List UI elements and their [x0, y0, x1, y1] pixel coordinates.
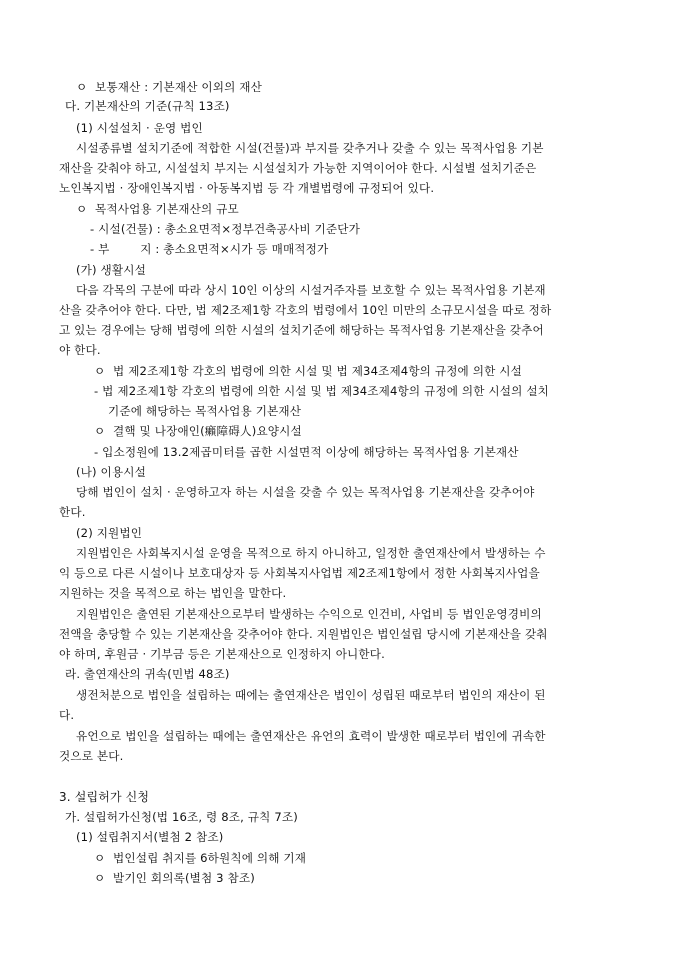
- text-line: 지원법인은 사회복지시설 운영을 목적으로 하지 아니하고, 일정한 출연재산에서 발생하는 수: [76, 546, 546, 560]
- dash-item: - 시설(건물) : 총소요면적×정부건축공사비 기준단가: [90, 222, 360, 236]
- bullet-item: ㅇ 결핵 및 나장애인(癩障碍人)요양시설: [94, 424, 302, 438]
- subsection-heading: (1) 설립취지서(별첨 2 참조): [76, 830, 224, 844]
- text-line: 지원하는 것을 목적으로 하는 법인을 말한다.: [59, 586, 287, 600]
- text-line: 야 하며, 후원금 · 기부금 등은 기본재산으로 인정하지 아니한다.: [59, 647, 385, 661]
- text-line: 산을 갖추어야 한다. 다만, 법 제2조제1항 각호의 법령에서 10인 미만의 소규모시설을 따로 정하: [59, 303, 552, 317]
- text-line: 생전처분으로 법인을 설립하는 때에는 출연재산은 법인이 성립된 때로부터 법인의 재산이 된: [76, 688, 546, 702]
- text-line: 익 등으로 다른 시설이나 보호대상자 등 사회복지사업법 제2조제1항에서 정한 사회복지사업을: [59, 566, 540, 580]
- section-heading: 가. 설립허가신청(법 16조, 령 8조, 규칙 7조): [65, 810, 298, 824]
- dash-item-continued: 기준에 해당하는 목적사업용 기본재산: [108, 404, 302, 418]
- dash-item: - 부 지 : 총소요면적×시가 등 매매적정가: [90, 242, 329, 256]
- bullet-item: ㅇ 목적사업용 기본재산의 규모: [76, 202, 239, 216]
- chapter-heading: 3. 설립허가 신청: [59, 790, 150, 804]
- text-line: 지원법인은 출연된 기본재산으로부터 발생하는 수익으로 인건비, 사업비 등 법인운영경비의: [76, 607, 542, 621]
- bullet-item: ㅇ 법인설립 취지를 6하원칙에 의해 기재: [94, 851, 307, 865]
- text-line: 야 한다.: [59, 343, 101, 357]
- dash-item: - 법 제2조제1항 각호의 법령에 의한 시설 및 법 제34조제4항의 규정에 의한 시설의 설치: [94, 384, 550, 398]
- subsection-heading: (나) 이용시설: [76, 465, 146, 479]
- section-heading: 다. 기본재산의 기준(규칙 13조): [65, 99, 230, 113]
- text-line: ㅇ 보통재산 : 기본재산 이외의 재산: [76, 80, 262, 94]
- text-line: 당해 법인이 설치 · 운영하고자 하는 시설을 갖출 수 있는 목적사업용 기본재산을 갖추어야: [76, 485, 535, 499]
- text-line: 다.: [59, 708, 75, 722]
- text-line: 전액을 충당할 수 있는 기본재산을 갖추어야 한다. 지원법인은 법인설립 당시에 기본재산을 갖춰: [59, 627, 548, 641]
- text-line: 노인복지법 · 장애인복지법 · 아동복지법 등 각 개별법령에 규정되어 있다.: [59, 181, 435, 195]
- section-heading: 라. 출연재산의 귀속(민법 48조): [65, 667, 230, 681]
- subsection-heading: (가) 생활시설: [76, 263, 146, 277]
- bullet-item: ㅇ 법 제2조제1항 각호의 법령에 의한 시설 및 법 제34조제4항의 규정에 의한 시설: [94, 364, 522, 378]
- text-line: 시설종류별 설치기준에 적합한 시설(건물)과 부지를 갖추거나 갖출 수 있는 목적사업용 기본: [76, 141, 544, 155]
- text-line: 재산을 갖춰야 하고, 시설설치 부지는 시설설치가 가능한 지역이어야 한다. 시설별 설치기준은: [59, 161, 537, 175]
- bullet-item: ㅇ 발기인 회의록(별첨 3 참조): [94, 871, 255, 885]
- text-line: 유언으로 법인을 설립하는 때에는 출연재산은 유언의 효력이 발생한 때로부터 법인에 귀속한: [76, 729, 546, 743]
- subsection-heading: (2) 지원법인: [76, 526, 143, 540]
- text-line: 한다.: [59, 505, 86, 519]
- subsection-heading: (1) 시설설치 · 운영 법인: [76, 121, 203, 135]
- dash-item: - 입소정원에 13.2제곱미터를 곱한 시설면적 이상에 해당하는 목적사업용 기본재산: [94, 445, 519, 459]
- text-line: 다음 각목의 구분에 따라 상시 10인 이상의 시설거주자를 보호할 수 있는 목적사업용 기본재: [76, 283, 546, 297]
- text-line: 것으로 본다.: [59, 749, 124, 763]
- text-line: 고 있는 경우에는 당해 법령에 의한 시설의 설치기준에 해당하는 목적사업용 기본재산을 갖추어: [59, 323, 544, 337]
